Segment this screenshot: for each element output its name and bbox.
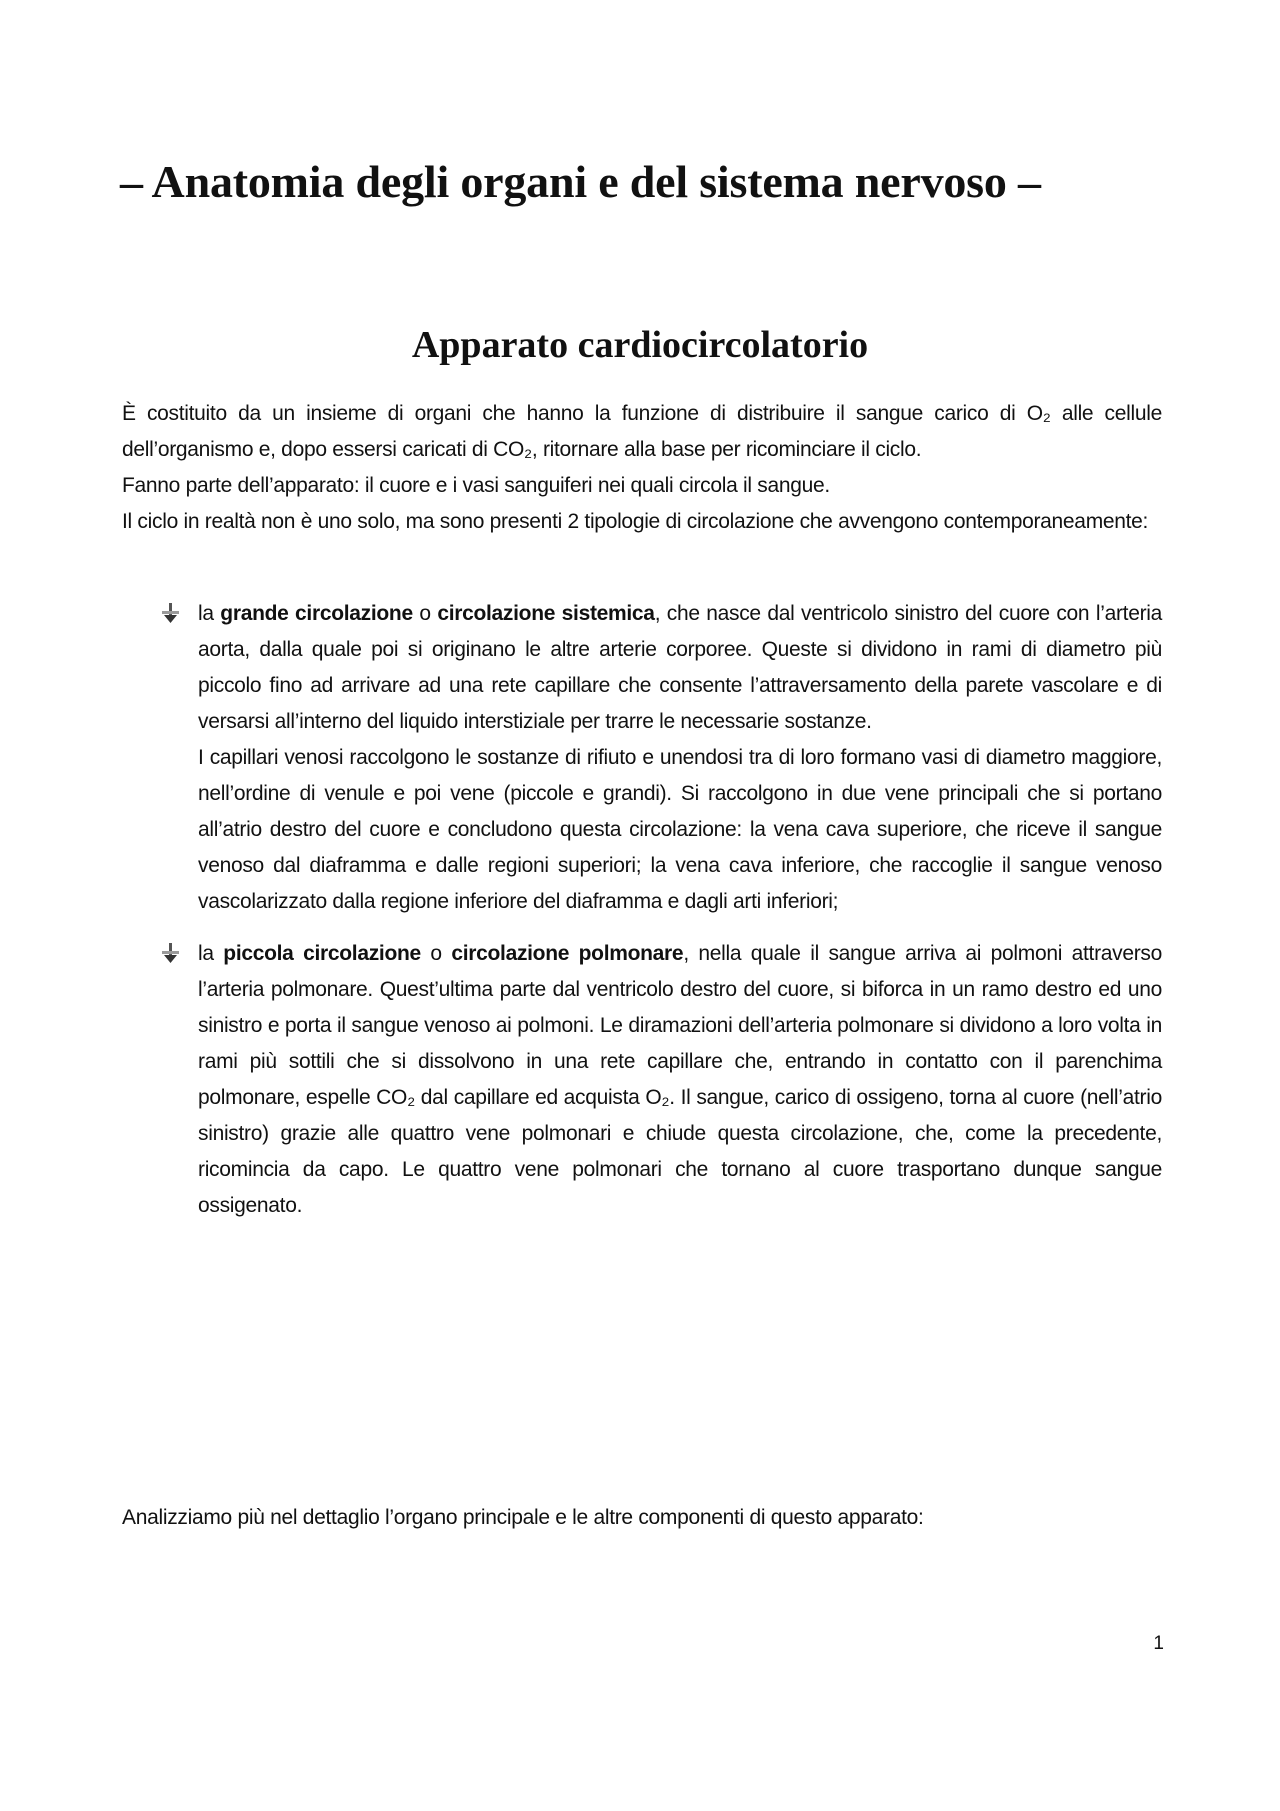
bullet-connector: o bbox=[412, 602, 438, 625]
bullet-body: , nella quale il sangue arriva ai polmoni attraverso l’arteria polmonare. Quest’ultima parte dal ventricolo destro del cuore, si biforca in un ramo destro ed uno sinistro e porta il sangue venoso ai polmoni. Le diramazioni dell’arteria polmonare si dividono a loro volta in rami più sottili che si dissolvono in una rete capillare che, entrando in contatto con il parenchima polmonare, espelle CO₂ dal capillare ed acquista O₂. Il sangue, carico di ossigeno, torna al cuore (nell’atrio sinistro) grazie alle quattro vene polmonari e chiude questa circolazione, che, come la precedente, ricomincia da capo. Le quattro vene polmonari che tornano al cuore trasportano dunque sangue ossigenato. bbox=[198, 942, 1162, 1217]
down-arrow-bullet-icon bbox=[160, 602, 182, 624]
list-item-text bbox=[198, 596, 1162, 740]
term-circolazione-polmonare: circolazione polmonare bbox=[451, 942, 684, 965]
bullet-body: , che nasce dal ventricolo sinistro del cuore con l’arteria aorta, dalla quale poi si originano le altre arterie corporee. Queste si dividono in rami di diametro più piccolo fino ad arrivare ad una rete capillare che consente l’attraversamento della parete vascolare e di versarsi all’interno del liquido interstiziale per trarre le necessarie sostanze. bbox=[198, 602, 1163, 733]
intro-paragraph-2: Fanno parte dell’apparato: il cuore e i vasi sanguiferi nei quali circola il sangue. bbox=[122, 474, 830, 497]
bullet-prefix: la bbox=[198, 942, 224, 965]
intro-paragraph-1: È costituito da un insieme di organi che hanno la funzione di distribuire il sangue carico di O₂ alle cellule dell’organismo e, dopo essersi caricati di CO₂, ritornare alla base per ricominciare il ciclo. bbox=[122, 402, 1162, 461]
bullet-connector: o bbox=[420, 942, 452, 965]
section-title: Apparato cardiocircolatorio bbox=[411, 324, 869, 366]
circulation-list bbox=[160, 596, 1162, 1224]
list-item-text bbox=[198, 936, 1162, 1224]
intro-text bbox=[122, 396, 1162, 540]
closing-sentence: Analizziamo più nel dettaglio l’organo principale e le altre componenti di questo apparato: bbox=[122, 1506, 924, 1529]
bullet-prefix: la bbox=[198, 602, 221, 625]
term-grande-circolazione: grande circolazione bbox=[220, 602, 413, 625]
list-item-continuation: I capillari venosi raccolgono le sostanze di rifiuto e unendosi tra di loro formano vasi di diametro maggiore, nell’ordine di venule e poi vene (piccole e grandi). Si raccolgono in due vene principali che si portano all’atrio destro del cuore e concludono questa circolazione: la vena cava superiore, che riceve il sangue venoso dal diaframma e dalle regioni superiori; la vena cava inferiore, che raccoglie il sangue venoso vascolarizzato dalla regione inferiore del diaframma e dagli arti inferiori; bbox=[198, 746, 1162, 913]
term-circolazione-sistemica: circolazione sistemica bbox=[437, 602, 655, 625]
down-arrow-bullet-icon bbox=[160, 942, 182, 964]
list-item-grande-circolazione bbox=[160, 596, 1162, 920]
document-title: – Anatomia degli organi e del sistema nervoso – bbox=[120, 156, 1041, 207]
term-piccola-circolazione: piccola circolazione bbox=[223, 942, 421, 965]
page-number: 1 bbox=[1153, 1633, 1164, 1654]
intro-paragraph-3: Il ciclo in realtà non è uno solo, ma sono presenti 2 tipologie di circolazione che avvengono contemporaneamente: bbox=[122, 510, 1149, 533]
list-item-piccola-circolazione bbox=[160, 936, 1162, 1224]
